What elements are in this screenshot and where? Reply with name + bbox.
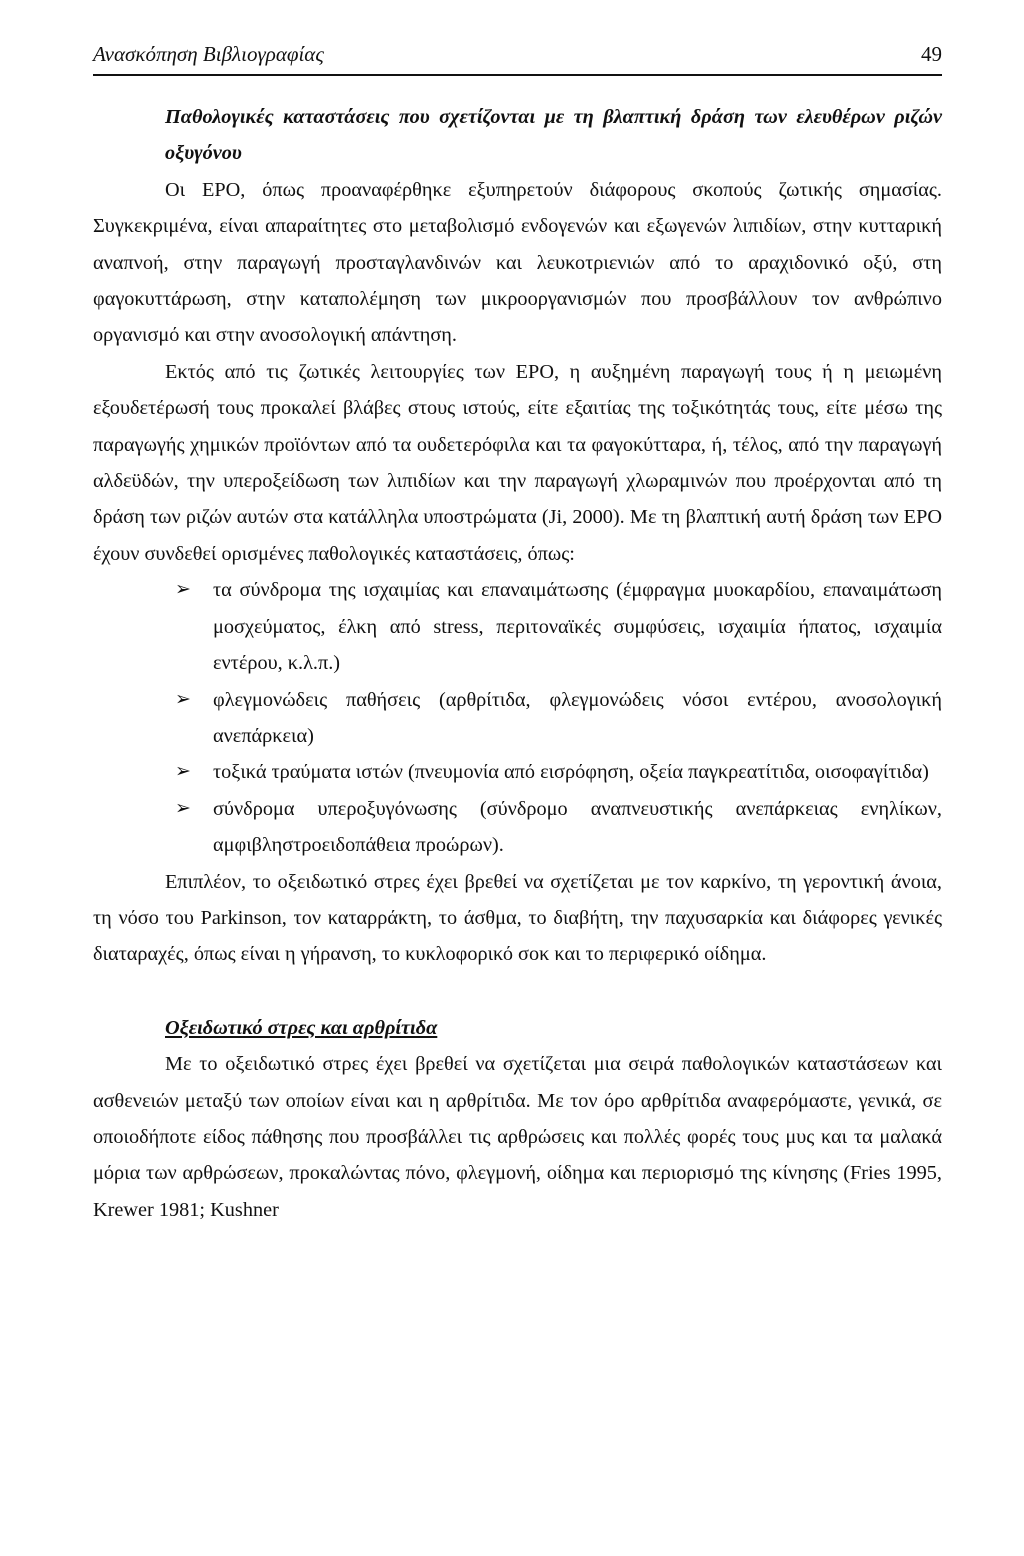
section-heading-pathological-conditions: Παθολογικές καταστάσεις που σχετίζονται με τη βλαπτική δράση των ελευθέρων ριζών οξυγόνου (165, 106, 942, 165)
list-item (175, 682, 942, 755)
list-item-text: σύνδρομα υπεροξυγόνωσης (σύνδρομο αναπνευστικής ανεπάρκειας ενηλίκων, αμφιβληστροειδοπάθεια προώρων). (213, 797, 942, 857)
page-number: 49 (921, 42, 942, 66)
body-text (93, 99, 942, 1228)
arrow-bullet-icon: ➢ (175, 579, 191, 601)
paragraph: Οι ΕΡΟ, όπως προαναφέρθηκε εξυπηρετούν διάφορους σκοπούς ζωτικής σημασίας. Συγκεκριμένα, είναι απαραίτητες στο μεταβολισμό ενδογενών και εξωγενών λιπιδίων, στην κυτταρική αναπνοή, στην παραγωγή προσταγλανδινών και λευκοτριενιών από το αραχιδονικό οξύ, στη φαγοκυττάρωση, στην καταπολέμηση των μικροοργανισμών που προσβάλλουν τον ανθρώπινο οργανισμό και στην ανοσολογική απάντηση. (93, 178, 942, 347)
paragraph: Επιπλέον, το οξειδωτικό στρες έχει βρεθεί να σχετίζεται με τον καρκίνο, τη γεροντική άνοια, τη νόσο του Parkinson, τον καταρράκτη, το άσθμα, το διαβήτη, την παχυσαρκία και διάφορες γενικές διαταραχές, όπως είναι η γήρανση, το κυκλοφορικό σοκ και το περιφερικό οίδημα. (93, 870, 942, 966)
section-heading-text: Οξειδωτικό στρες και αρθρίτιδα (165, 1016, 438, 1039)
arrow-bullet-icon: ➢ (175, 797, 191, 819)
list-item (175, 791, 942, 864)
conditions-list (93, 572, 942, 863)
section-heading-oxidative-stress-arthritis (93, 1010, 942, 1046)
list-item-text: φλεγμονώδεις παθήσεις (αρθρίτιδα, φλεγμονώδεις νόσοι εντέρου, ανοσολογική ανεπάρκεια) (213, 688, 942, 747)
arrow-bullet-icon: ➢ (175, 761, 191, 783)
list-item-text: τα σύνδρομα της ισχαιμίας και επαναιμάτωσης (έμφραγμα μυοκαρδίου, επαναιμάτωση μοσχεύματος, έλκη από stress, περιτοναϊκές συμφύσεις, ισχαιμία ήπατος, ισχαιμία εντέρου, κ.λ.π.) (213, 579, 942, 675)
running-title: Ανασκόπηση Βιβλιογραφίας (93, 42, 324, 66)
list-item-text: τοξικά τραύματα ιστών (πνευμονία από εισρόφηση, οξεία παγκρεατίτιδα, οισοφαγίτιδα) (213, 761, 929, 784)
list-item (175, 572, 942, 681)
paragraph: Εκτός από τις ζωτικές λειτουργίες των ΕΡΟ, η αυξημένη παραγωγή τους ή η μειωμένη εξουδετέρωσή τους προκαλεί βλάβες στους ιστούς, είτε εξαιτίας της τοξικότητάς τους, είτε μέσω της παραγωγής χημικών προϊόντων από τα ουδετερόφιλα και τα φαγοκύτταρα, ή, τέλος, από την παραγωγή αλδεϋδών, την υπεροξείδωση των λιπιδίων και την παραγωγή χλωραμινών που προέρχονται από τη δράση των ριζών αυτών στα κατάλληλα υποστρώματα (Ji, 2000). Με τη βλαπτική αυτή δράση των ΕΡΟ έχουν συνδεθεί ορισμένες παθολογικές καταστάσεις, όπως: (93, 360, 942, 565)
paragraph: Με το οξειδωτικό στρες έχει βρεθεί να σχετίζεται μια σειρά παθολογικών καταστάσεων και ασθενειών μεταξύ των οποίων είναι και η αρθρίτιδα. Με τον όρο αρθρίτιδα αναφερόμαστε, γενικά, σε οποιοδήποτε είδος πάθησης που προσβάλλει τις αρθρώσεις και πολλές φορές τους μυς και τα μαλακά μόρια των αρθρώσεων, προκαλώντας πόνο, φλεγμονή, οίδημα και περιορισμό της κίνησης (Fries 1995, Krewer 1981; Kushner (93, 1053, 942, 1221)
header-rule (93, 74, 942, 76)
arrow-bullet-icon: ➢ (175, 688, 191, 710)
running-header (93, 42, 942, 67)
list-item (175, 754, 942, 790)
